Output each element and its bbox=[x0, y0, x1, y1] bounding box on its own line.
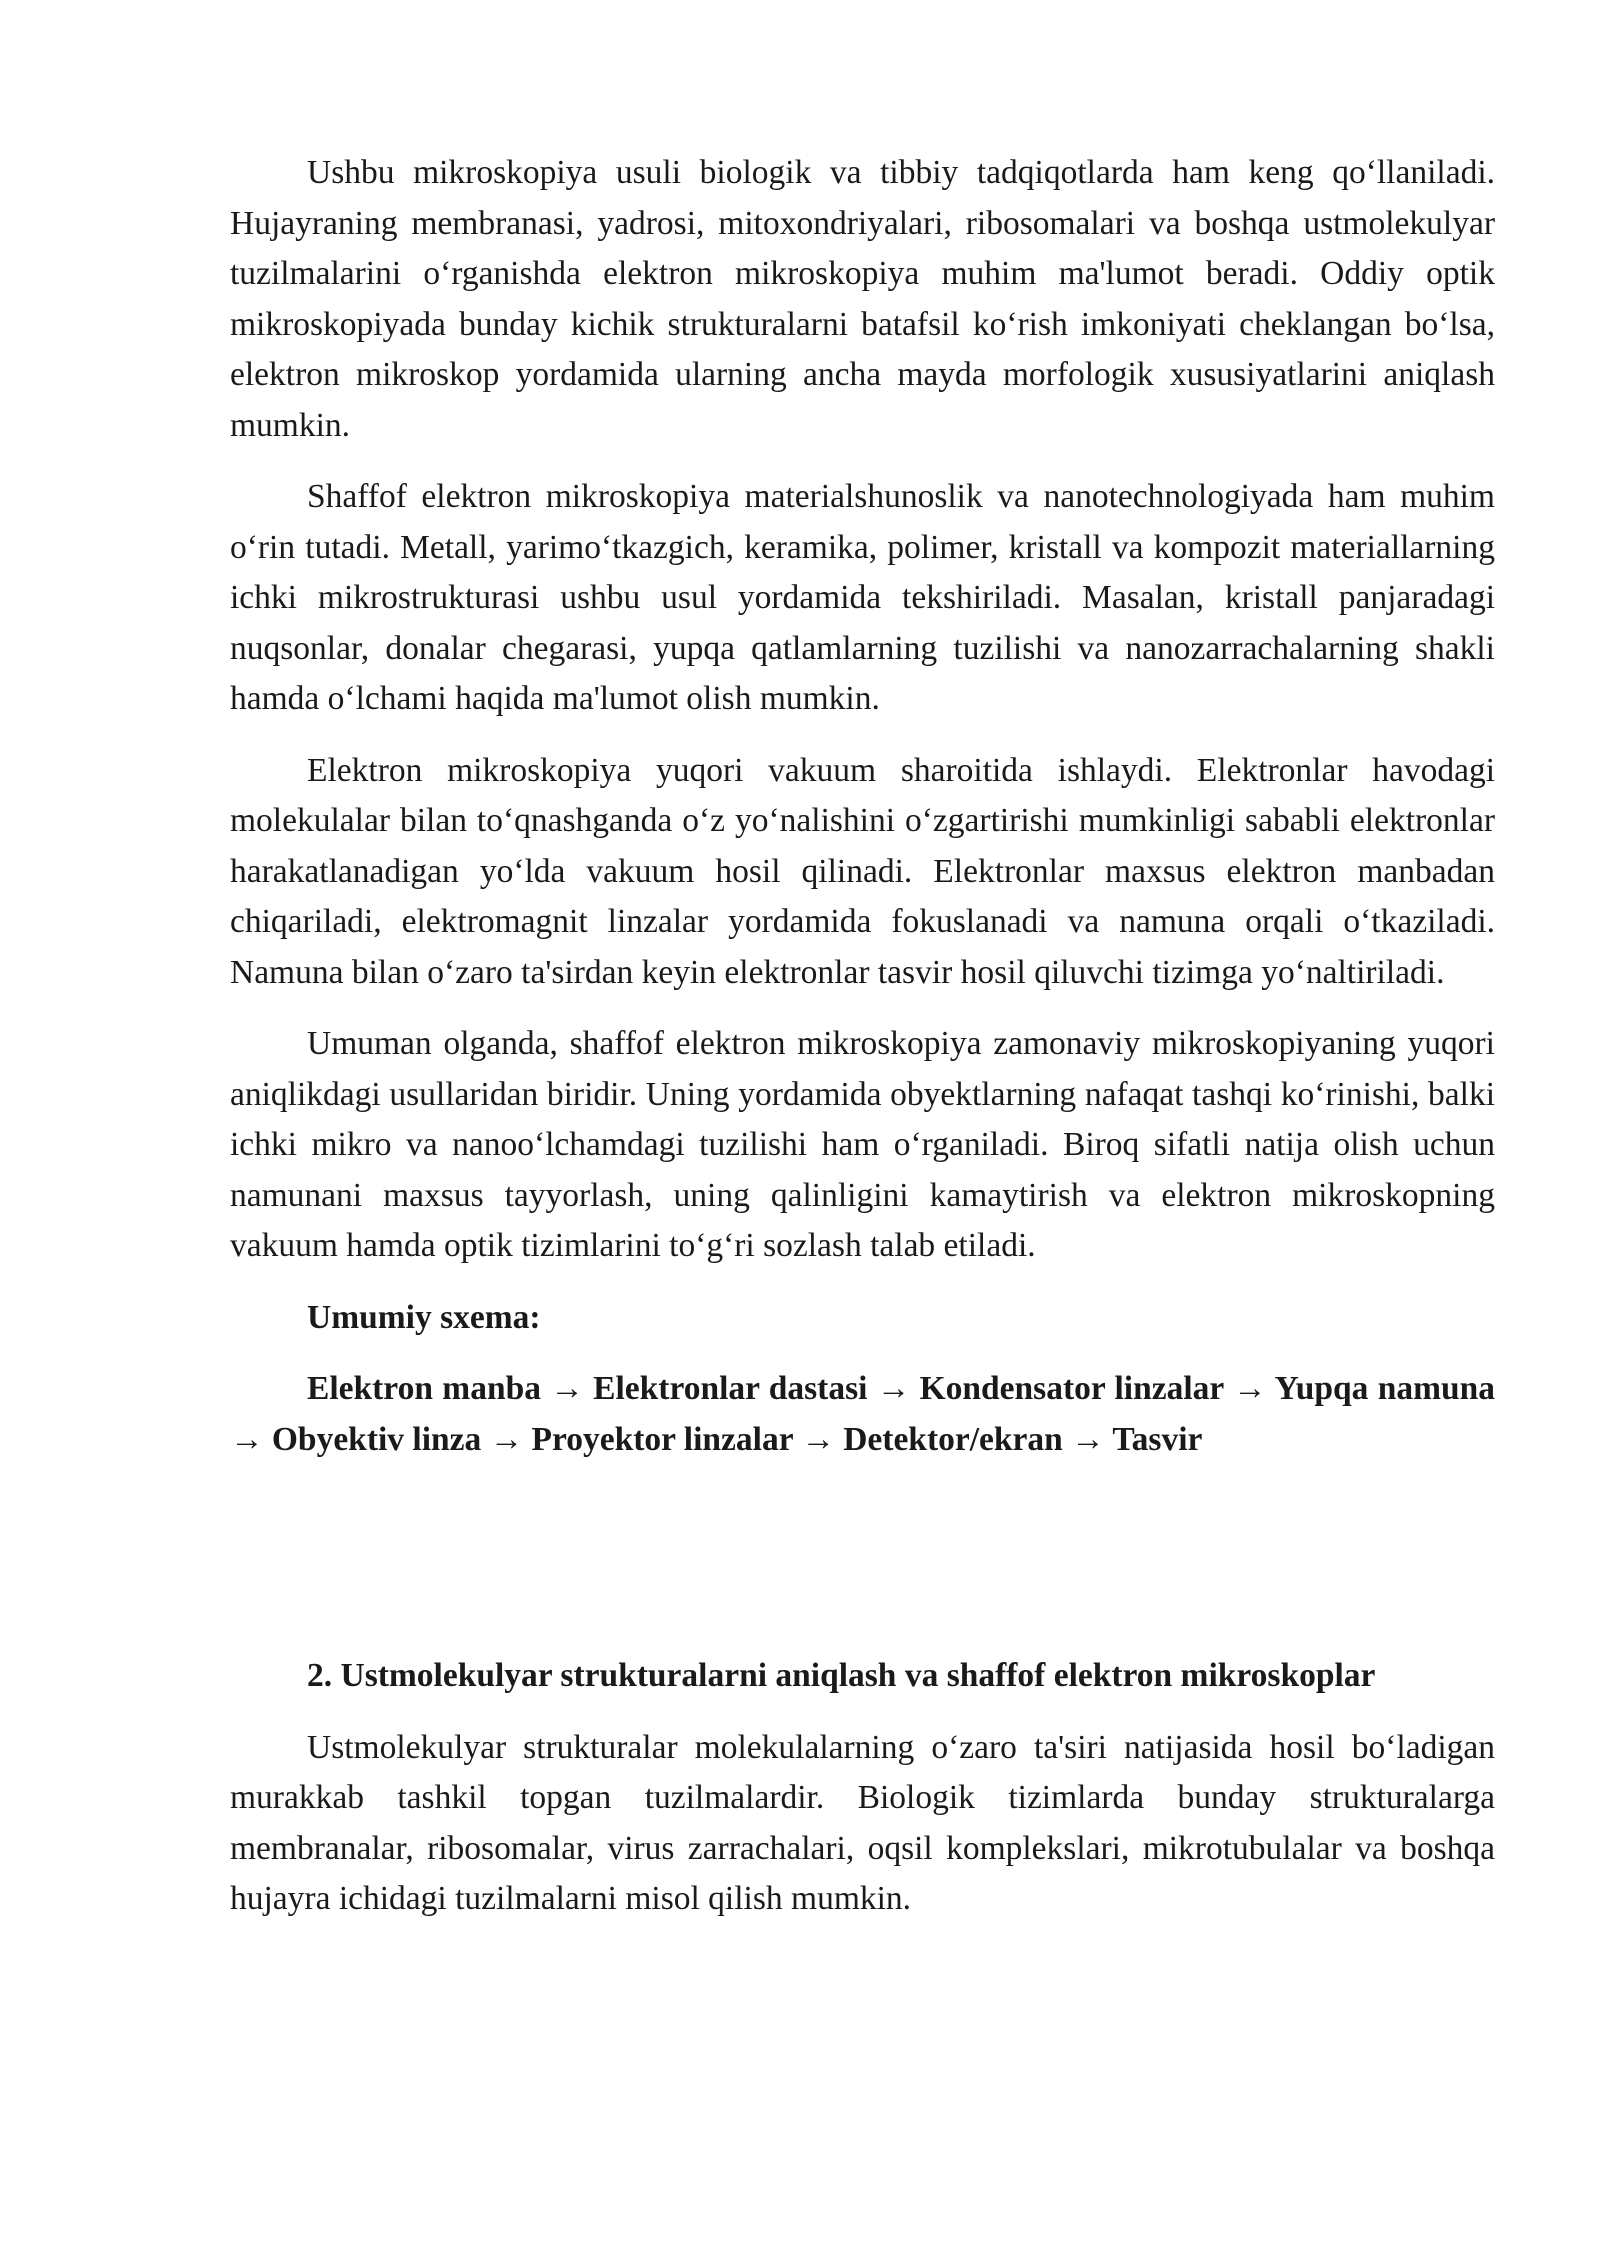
scheme-text: Elektron manba → Elektronlar dastasi → Kondensator linzalar → Yupqa namuna → Obyektiv linza → Proyektor linzalar → Detektor/ekran → Tasvir bbox=[230, 1370, 1495, 1458]
document-page bbox=[230, 148, 1495, 1946]
paragraph-supramolecular: Ustmolekulyar strukturalar molekulalarning o‘zaro ta'siri natijasida hosil bo‘ladigan murakkab tashkil topgan tuzilmalardir. Biologik tizimlarda bunday strukturalarga membranalar, ribosomalar, virus zarrachalari, oqsil komplekslari, mikrotubulalar va boshqa hujayra ichidagi tuzilmalarni misol qilish mumkin. bbox=[230, 1728, 1495, 1917]
section-spacer bbox=[230, 1486, 1495, 1651]
paragraph-materials-science: Shaffof elektron mikroskopiya materialshunoslik va nanotechnologiyada ham muhim o‘rin tutadi. Metall, yarimo‘tkazgich, keramika, polimer, kristall va kompozit materiallarning ichki mikrostrukturasi ushbu usul yordamida tekshiriladi. Masalan, kristall panjaradagi nuqsonlar, donalar chegarasi, yupqa qatlamlarning tuzilishi va nanozarrachalarning shakli hamda o‘lchami haqida ma'lumot olish mumkin. bbox=[230, 478, 1495, 717]
section-heading: 2. Ustmolekulyar strukturalarni aniqlash va shaffof elektron mikroskoplar bbox=[307, 1657, 1376, 1694]
paragraph-biological-usage: Ushbu mikroskopiya usuli biologik va tibbiy tadqiqotlarda ham keng qo‘llaniladi. Hujayraning membranasi, yadrosi, mitoxondriyalari, ribosomalari va boshqa ustmolekulyar tuzilmalarini o‘rganishda elektron mikroskopiya muhim ma'lumot beradi. Oddiy optik mikroskopiyada bunday kichik strukturalarni batafsil ko‘rish imkoniyati cheklangan bo‘lsa, elektron mikroskop yordamida ularning ancha mayda morfologik xususiyatlarini aniqlash mumkin. bbox=[230, 154, 1495, 444]
paragraph-summary: Umuman olganda, shaffof elektron mikroskopiya zamonaviy mikroskopiyaning yuqori aniqlikdagi usullaridan biridir. Uning yordamida obyektlarning nafaqat tashqi ko‘rinishi, balki ichki mikro va nanoo‘lchamdagi tuzilishi ham o‘rganiladi. Biroq sifatli natija olish uchun namunani maxsus tayyorlash, uning qalinligini kamaytirish va elektron mikroskopning vakuum hamda optik tizimlarini to‘g‘ri sozlash talab etiladi. bbox=[230, 1025, 1495, 1264]
paragraph-vacuum: Elektron mikroskopiya yuqori vakuum sharoitida ishlaydi. Elektronlar havodagi molekulalar bilan to‘qnashganda o‘z yo‘nalishini o‘zgartirishi mumkinligi sababli elektronlar harakatlanadigan yo‘lda vakuum hosil qilinadi. Elektronlar maxsus elektron manbadan chiqariladi, elektromagnit linzalar yordamida fokuslanadi va namuna orqali o‘tkaziladi. Namuna bilan o‘zaro ta'sirdan keyin elektronlar tasvir hosil qiluvchi tizimga yo‘naltiriladi. bbox=[230, 751, 1495, 991]
scheme-label: Umumiy sxema: bbox=[307, 1298, 541, 1336]
